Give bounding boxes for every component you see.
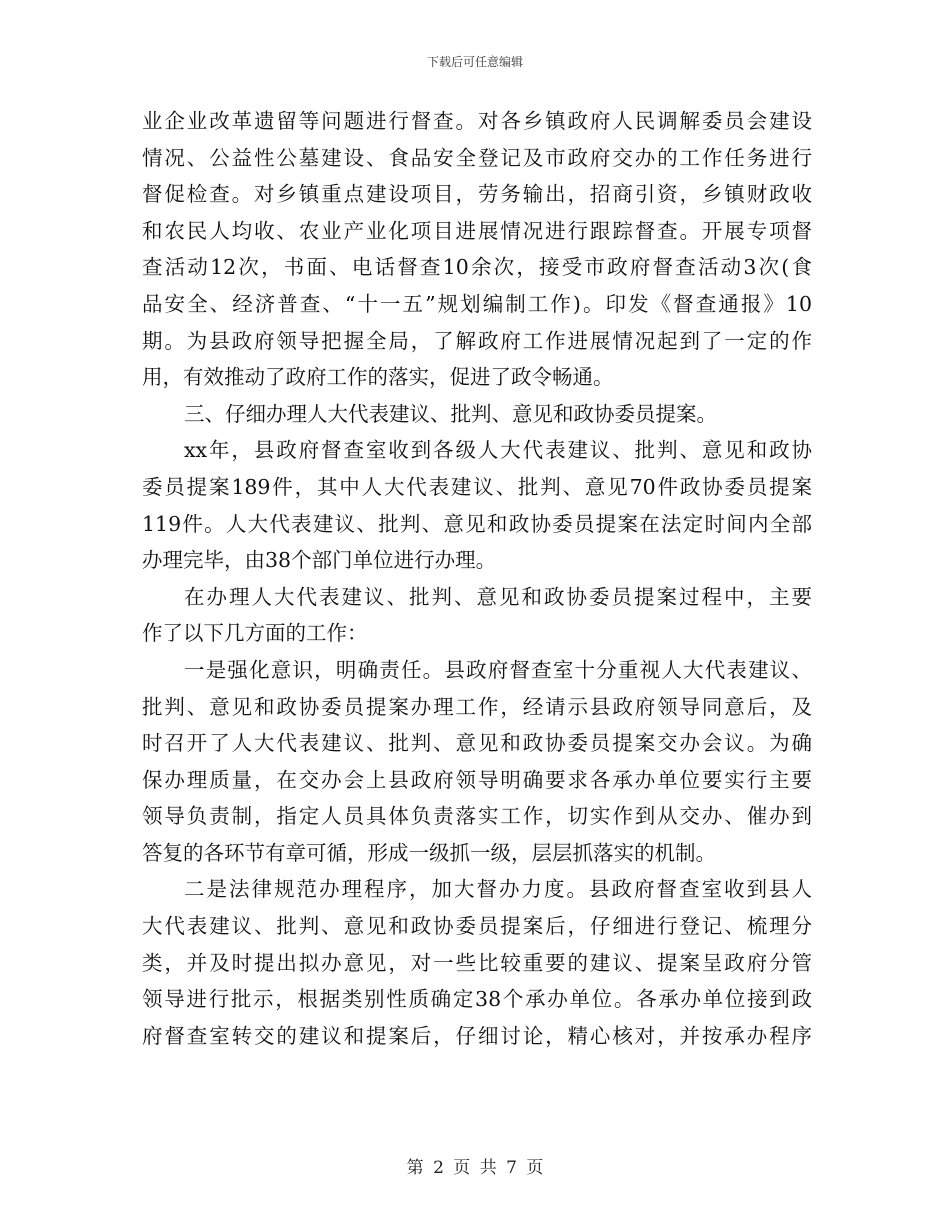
text-line: 答复的各环节有章可循，形成一级抓一级，层层抓落实的机制。 <box>142 840 716 865</box>
text-line: 督促检查。对乡镇重点建设项目，劳务输出，招商引资，乡镇财政收 <box>142 182 812 207</box>
text-line: 保办理质量，在交办会上县政府领导明确要求各承办单位要实行主要 <box>142 767 812 792</box>
text-line: 领导进行批示，根据类别性质确定38个承办单位。各承办单位接到政 <box>142 987 812 1012</box>
page-header: 下载后可任意编辑 <box>426 55 523 69</box>
text-line: 府督查室转交的建议和提案后，仔细讨论，精心核对，并按承办程序 <box>142 1023 812 1048</box>
text-line: 批判、意见和政协委员提案办理工作，经请示县政府领导同意后，及 <box>142 694 812 719</box>
text-line: 和农民人均收、农业产业化项目进展情况进行跟踪督查。开展专项督 <box>142 218 812 243</box>
text-line: 用，有效推动了政府工作的落实，促进了政令畅通。 <box>142 365 614 390</box>
text-line: 业企业改革遗留等问题进行督查。对各乡镇政府人民调解委员会建设 <box>142 109 812 133</box>
text-line: 大代表建议、批判、意见和政协委员提案后，仔细进行登记、梳理分 <box>142 914 812 939</box>
text-line: 作了以下几方面的工作： <box>142 621 368 646</box>
text-line: 查活动12次，书面、电话督查10余次，接受市政府督查活动3次(食 <box>142 255 812 280</box>
section-heading: 三、仔细办理人大代表建议、批判、意见和政协委员提案。 <box>184 401 717 426</box>
text-line: 在办理人大代表建议、批判、意见和政协委员提案过程中，主要 <box>184 584 812 609</box>
document-body <box>142 103 812 1054</box>
text-line: 品安全、经济普查、“十一五”规划编制工作)。印发《督查通报》10 <box>142 291 812 316</box>
text-line: 情况、公益性公墓建设、食品安全登记及市政府交办的工作任务进行 <box>142 145 812 170</box>
text-line: 办理完毕，由38个部门单位进行办理。 <box>142 548 497 573</box>
text-line: 类，并及时提出拟办意见，对一些比较重要的建议、提案呈政府分管 <box>142 950 812 975</box>
text-line: 期。为县政府领导把握全局，了解政府工作进展情况起到了一定的作 <box>142 328 812 353</box>
text-line: 时召开了人大代表建议、批判、意见和政协委员提案交办会议。为确 <box>142 731 812 756</box>
text-line: 领导负责制，指定人员具体负责落实工作，切实作到从交办、催办到 <box>142 804 812 829</box>
page-number: 第 2 页 共 7 页 <box>406 1158 544 1178</box>
text-line: 二是法律规范办理程序，加大督办力度。县政府督查室收到县人 <box>184 877 812 902</box>
text-line: 119件。人大代表建议、批判、意见和政协委员提案在法定时间内全部 <box>142 511 812 536</box>
text-line: xx年，县政府督查室收到各级人大代表建议、批判、意见和政协 <box>184 438 812 463</box>
text-line: 一是强化意识，明确责任。县政府督查室十分重视人大代表建议、 <box>184 657 812 682</box>
text-line: 委员提案189件，其中人大代表建议、批判、意见70件政协委员提案 <box>142 474 812 499</box>
